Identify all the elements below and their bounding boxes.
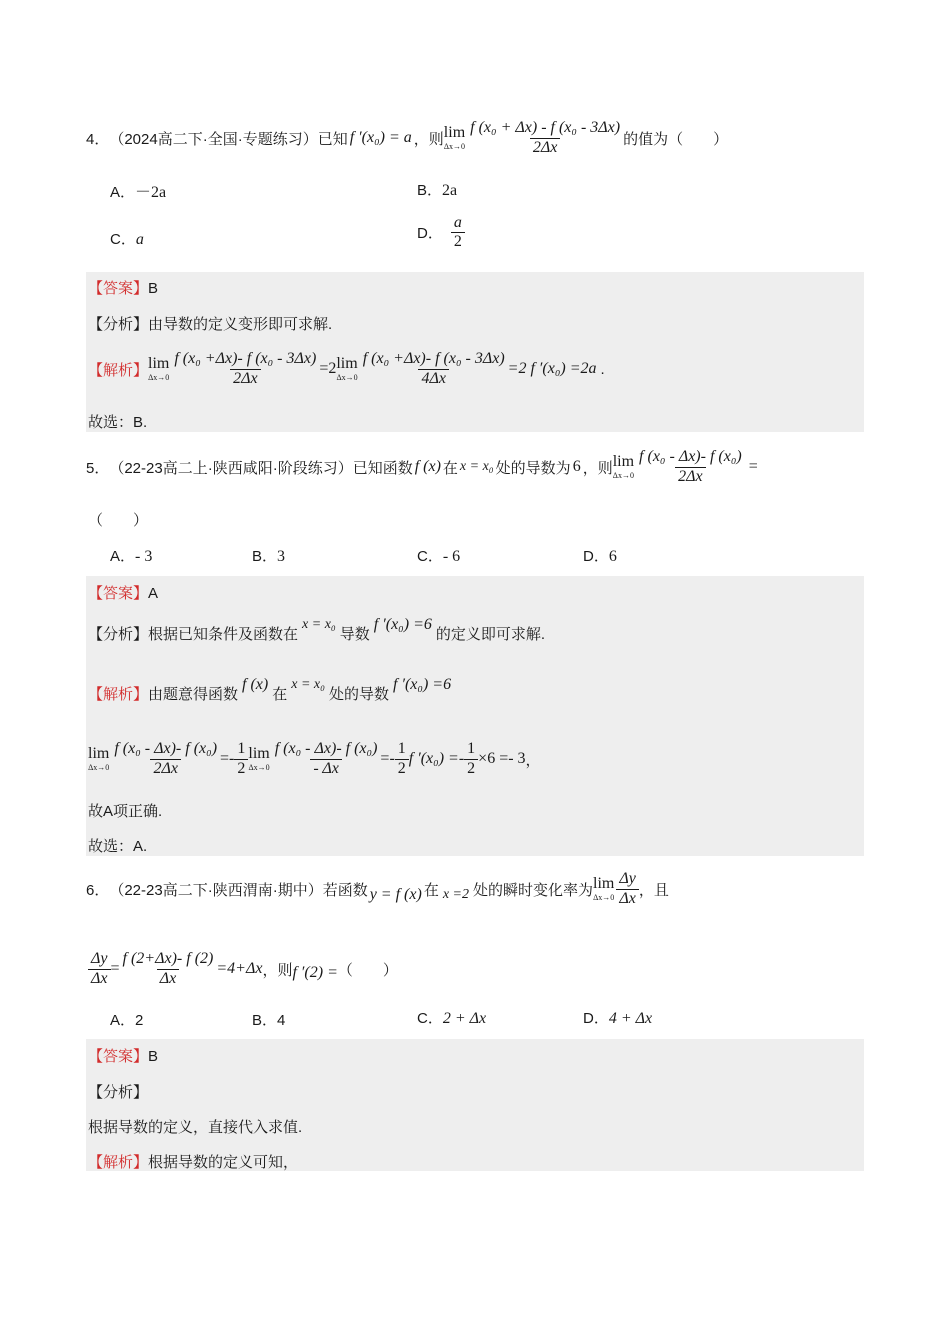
q6-analysis-tag: 【分析】 [88,1084,149,1101]
q5-fraction: $\frac{\text{f (x₀ - Δx)- f (x₀)}}{2\Delta x}$ [639,448,742,485]
q6-limit: lim Δx→0 [593,875,615,902]
q6-option-b[interactable]: B．4 [252,1012,286,1029]
q6-equation: $\frac{\Delta y}{\Delta x}$ = $\frac{f (2+\Delta x)- f (2)}{\Delta x}$ =4+Δx ，则 f ′(2) = （ ） [88,946,398,992]
q4-option-d[interactable]: D． $\frac{a}{2}$ [417,214,465,252]
q5-limit: lim Δx→0 [612,453,635,480]
q6-solution: 【解析】根据导数的定义可知， [88,1154,299,1171]
q6-answer: 【答案】B [88,1048,159,1065]
q5-paren: （ ） [88,512,149,529]
q4-tail: 的值为（ ） [623,130,729,148]
q4-answer: 【答案】B [88,280,159,297]
q5-analysis: 【分析】 根据已知条件及函数在 x = x₀ 导数 f ′(x₀) =6 的定义即可求解. [88,616,546,643]
q4-analysis: 【分析】由导数的定义变形即可求解. [88,316,333,333]
q6-source: （22-23高二下·陕西渭南·期中）若函数 [109,881,368,899]
q4-option-c[interactable]: C．a [110,231,144,248]
q5-conclusion: 故A项正确. [88,803,163,820]
q6-number: 6． [86,881,110,899]
q5-option-b[interactable]: B．3 [252,548,286,565]
q5-option-d[interactable]: D．6 [583,548,617,565]
q6-option-d[interactable]: D．4 + Δx [583,1010,653,1027]
q5-source: （22-23高二上·陕西咸阳·阶段练习）已知函数 [109,459,413,477]
q4-option-b[interactable]: B．2a [417,182,458,199]
q4-sol-limit-2: lim Δx→0 [336,355,358,382]
q5-choice: 故选：A. [88,838,148,855]
q5-number: 5． [86,459,110,477]
q5-option-c[interactable]: C．- 6 [417,548,461,565]
q5-stem: 5． （22-23高二上·陕西咸阳·阶段练习）已知函数 f (x) 在 x = x₀ 处的导数为 6 ，则 lim Δx→0 $\frac{\text{f (x₀ - Δx)- f (x₀)}}{2\Delta x}$ = [86,448,758,485]
q4-fraction: $\frac{\text{f (x₀ + Δx) - f (x₀ - 3Δx)}}{2\Delta x}$ [470,119,621,156]
q6-option-a[interactable]: A．2 [110,1012,144,1029]
q4-condition: f ′(x₀) = a [349,129,412,146]
q4-solution: 【解析】 lim Δx→0 $\frac{\text{f (x₀ +Δx)- f (x₀ - 3Δx)}}{2\Delta x}$ =2 lim Δx→0 $\frac{\text{f (x₀ +Δx)- f (x₀ - 3Δx)}}{4\Delta x}$ =2 f ′(x₀) =2a . [88,350,605,387]
q4-option-a[interactable]: A．－2a [110,184,167,201]
q4-stem [86,118,728,158]
q4-sol-limit-1: lim Δx→0 [148,355,170,382]
q4-mid: ，则 [413,130,444,148]
q6-analysis: 根据导数的定义，直接代入求值. [88,1119,303,1136]
q5-solution-line1: 【解析】 由题意得函数 f (x) 在 x = x₀ 处的导数 f ′(x₀) =6 [88,676,452,703]
q5-solution-line2: lim Δx→0 $\frac{\text{f (x₀ - Δx)- f (x₀)}}{2\Delta x}$ =- $\frac{1}{2}$ lim Δx→0 $\frac{\text{f (x₀ - Δx)- f (x₀)}}{- \Delta x}$ =- $\frac{1}{2}$ f ′(x₀) =- $\frac{1}{2}$ ×6 =- 3 ， [88,740,541,777]
q6-stem: 6． （22-23高二下·陕西渭南·期中）若函数 y = f (x) 在 x =2 处的瞬时变化率为 lim Δx→0 $\frac{\Delta y}{\Delta x}$ ，且 [86,870,669,907]
q4-choice: 故选：B. [88,414,148,431]
q4-source: （2024高二下·全国·专题练习）已知 [109,130,348,148]
q4-limit: lim Δx→0 [443,124,466,151]
q4-number: 4． [86,130,110,148]
q6-option-c[interactable]: C．2 + Δx [417,1010,487,1027]
q5-answer: 【答案】A [88,585,159,602]
q5-option-a[interactable]: A．- 3 [110,548,153,565]
